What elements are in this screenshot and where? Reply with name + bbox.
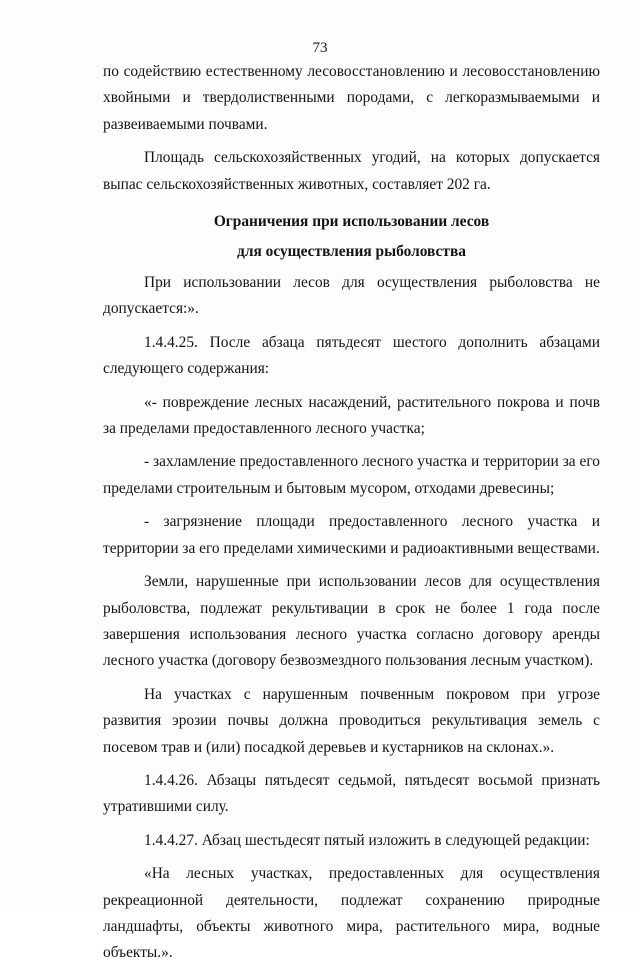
section-heading-line-2: для осуществления рыболовства (237, 243, 466, 261)
paragraph-erosion: На участках с нарушенным почвенным покровом при угрозе развития эрозии почвы должна проводиться рекультивация земель с посевом трав и (или) посадкой деревьев и кустарников на склонах.». (103, 685, 600, 756)
page-number: 73 (312, 40, 328, 56)
paragraph-agricultural-land: Площадь сельскохозяйственных угодий, на которых допускается выпас сельскохозяйственных животных, составляет 202 га. (103, 149, 600, 193)
paragraph-item-1-4-4-26: 1.4.4.26. Абзацы пятьдесят седьмой, пятьдесят восьмой признать утратившими силу. (103, 771, 600, 816)
paragraph-item-1-4-4-27: 1.4.4.27. Абзац шестьдесят пятый изложить в следующей редакции: (144, 831, 590, 849)
paragraph-recultivation: Земли, нарушенные при использовании лесов для осуществления рыболовства, подлежат рекультивации в срок не более 1 года после завершения использования лесного участка согласно договору аренды лесного участка (договору безвозмездного пользования лесным участком). (103, 573, 600, 670)
paragraph-pollution-bullet: - загрязнение площади предоставленного лесного участка и территории за его пределами химическими и радиоактивными веществами. (103, 513, 600, 557)
paragraph-not-allowed: При использовании лесов для осуществления рыболовства не допускается:». (103, 274, 600, 318)
paragraph-continuation: по содействию естественному лесовосстановлению и лесовосстановлению хвойными и твердолиственными породами, с легкоразмываемыми и развеиваемыми почвами. (103, 63, 600, 133)
paragraph-littering-bullet: - захламление предоставленного лесного участка и территории за его пределами строительным и бытовым мусором, отходами древесины; (103, 453, 600, 497)
paragraph-recreational: «На лесных участках, предоставленных для осуществления рекреационной деятельности, подлежат сохранению природные ландшафты, объекты животного мира, растительного мира, водные объекты.». (103, 865, 600, 962)
paragraph-damage-bullet: «- повреждение лесных насаждений, растительного покрова и почв за пределами предоставленного лесного участка; (103, 393, 600, 438)
paragraph-item-1-4-4-25: 1.4.4.25. После абзаца пятьдесят шестого дополнить абзацами следующего содержания: (103, 333, 600, 378)
section-heading-line-1: Ограничения при использовании лесов (213, 213, 490, 231)
document-body (103, 59, 600, 967)
